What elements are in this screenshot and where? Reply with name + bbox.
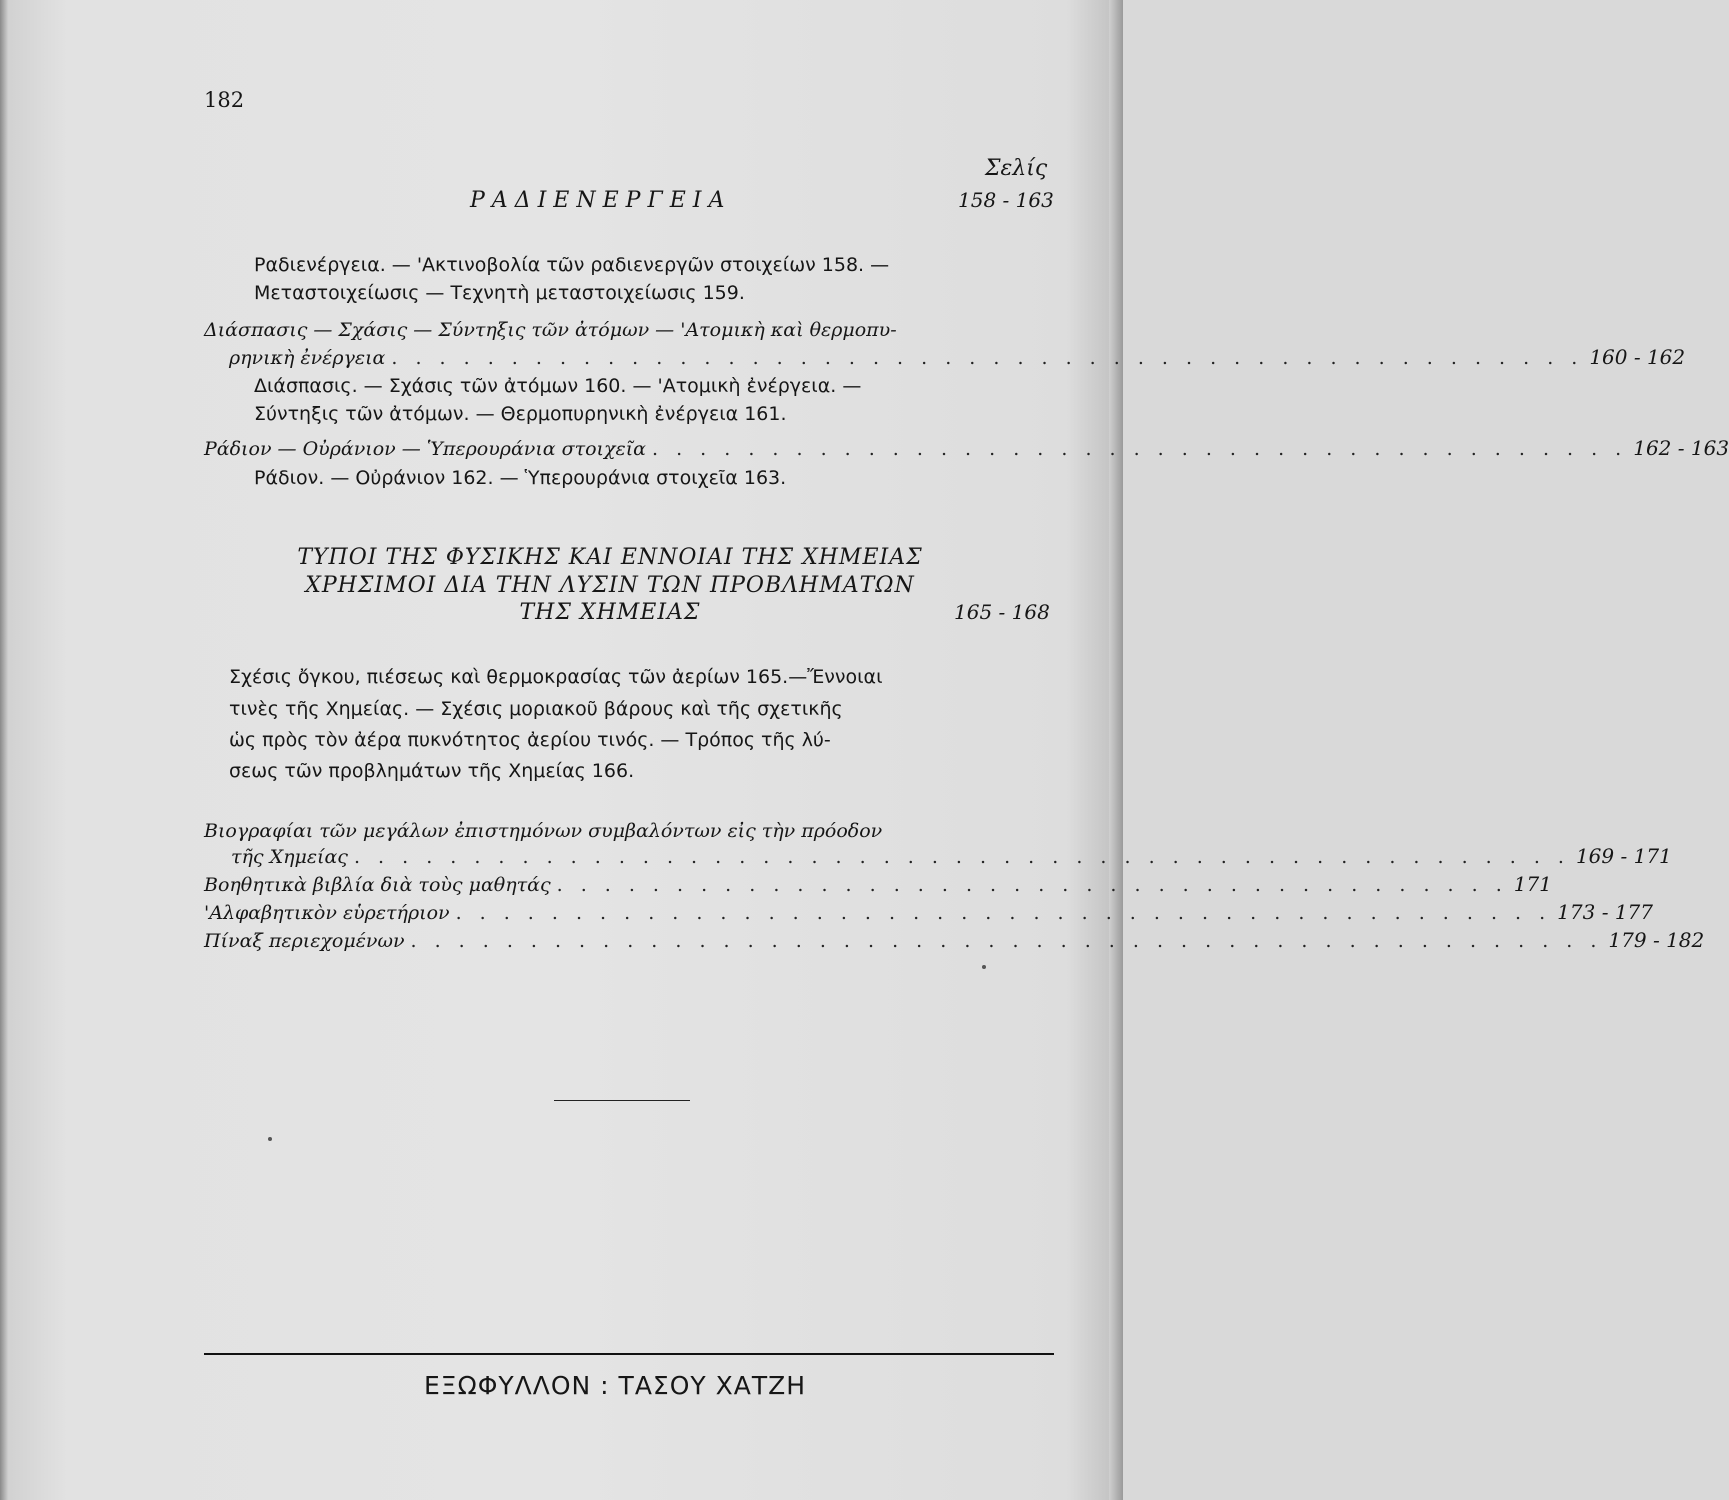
paper-speck — [982, 965, 986, 969]
toc-entry-index — [204, 900, 1653, 924]
section-body-line: Διάσπασις. — Σχάσις τῶν ἀτόμων 160. — 'Ατομικὴ ἐνέργεια. — — [254, 375, 862, 397]
dot-leader: . . . . . . . . . . . . . . . . . . . . . . . . . . . . . . . . . . . . . . . . . — [652, 438, 1628, 460]
toc-entry-label: τῆς Χημείας — [231, 846, 348, 868]
page-left-edge — [0, 0, 8, 1500]
page-number: 182 — [204, 88, 245, 112]
section-body-line: Μεταστοιχείωσις — Τεχνητὴ μεταστοιχείωσις 159. — [254, 282, 745, 304]
toc-entry-label: Ράδιον — Οὐράνιον — Ὑπερουράνια στοιχεῖα — [204, 438, 647, 460]
toc-entry-contents — [204, 928, 1705, 952]
subsection-title-fission: Διάσπασις — Σχάσις — Σύντηξις τῶν ἀτόμων — 'Ατομικὴ καὶ θερμοπυ- — [204, 319, 897, 341]
toc-entry-pages: 171 — [1513, 872, 1552, 896]
toc-entry-pages: 160 - 162 — [1589, 345, 1686, 369]
dot-leader: . . . . . . . . . . . . . . . . . . . . . . . . . . . . . . . . . . . . . . . . . . . . . . — [455, 902, 1552, 924]
toc-entry-biographies — [231, 844, 1672, 868]
section-body-line: Ράδιον. — Οὐράνιον 162. — Ὑπερουράνια στοιχεῖα 163. — [254, 467, 787, 489]
toc-entry-label: ρηνικὴ ἐνέργεια — [229, 347, 386, 369]
toc-entry-biographies-label: Βιογραφίαι τῶν μεγάλων ἐπιστημόνων συμβαλόντων εἰς τὴν πρόοδον — [204, 820, 883, 842]
footer-rule — [204, 1353, 1054, 1355]
pages-column-header: Σελίς — [985, 156, 1048, 181]
toc-entry-pages: 179 - 182 — [1608, 928, 1705, 952]
toc-entry-label: Βοηθητικὰ βιβλία διὰ τοὺς μαθητάς — [204, 874, 551, 896]
section-body-line: Σχέσις ὄγκου, πιέσεως καὶ θερμοκρασίας τῶν ἀερίων 165.—Ἔννοιαι — [229, 666, 883, 688]
section-range-formulas: 165 - 168 — [954, 600, 1050, 624]
toc-entry-fission — [229, 345, 1686, 369]
section-title-formulas: ΧΡΗΣΙΜΟΙ ΔΙΑ ΤΗΝ ΛΥΣΙΝ ΤΩΝ ΠΡΟΒΛΗΜΑΤΩΝ — [305, 573, 915, 598]
section-body-line: Ραδιενέργεια. — 'Ακτινοβολία τῶν ραδιενεργῶν στοιχείων 158. — — [254, 254, 890, 276]
toc-entry-pages: 173 - 177 — [1557, 900, 1653, 924]
section-title-formulas: ΤΥΠΟΙ ΤΗΣ ΦΥΣΙΚΗΣ ΚΑΙ ΕΝΝΟΙΑΙ ΤΗΣ ΧΗΜΕΙΑΣ — [297, 545, 923, 570]
toc-entry-pages: 169 - 171 — [1575, 844, 1672, 868]
page-right-edge — [1109, 0, 1123, 1500]
section-body-line: Σύντηξις τῶν ἀτόμων. — Θερμοπυρηνικὴ ἐνέργεια 161. — [254, 403, 787, 425]
toc-entry-label: Πίναξ περιεχομένων — [204, 930, 405, 952]
cover-credit: ΕΞΩΦΥΛΛΟΝ : ΤΑΣΟΥ ΧΑΤΖΗ — [424, 1371, 807, 1400]
section-title-radioactivity: ΡΑΔΙΕΝΕΡΓΕΙΑ — [470, 188, 732, 213]
paper-speck — [268, 1137, 272, 1141]
dot-leader: . . . . . . . . . . . . . . . . . . . . . . . . . . . . . . . . . . . . . . . . . . . . . . . . . . . — [353, 846, 1570, 868]
toc-entry-pages: 162 - 163 — [1633, 436, 1729, 460]
dot-leader: . . . . . . . . . . . . . . . . . . . . . . . . . . . . . . . . . . . . . . . . . . . . . . . . . . — [410, 930, 1603, 952]
toc-entry-label: 'Αλφαβητικὸν εὑρετήριον — [204, 902, 450, 924]
dot-leader: . . . . . . . . . . . . . . . . . . . . . . . . . . . . . . . . . . . . . . . . — [556, 874, 1508, 896]
section-body-line: ὡς πρὸς τὸν ἀέρα πυκνότητος ἀερίου τινός. — Τρόπος τῆς λύ- — [229, 729, 831, 751]
section-body-line: σεως τῶν προβλημάτων τῆς Χημείας 166. — [229, 760, 635, 782]
dot-leader: . . . . . . . . . . . . . . . . . . . . . . . . . . . . . . . . . . . . . . . . . . . . . . . . . . — [391, 347, 1584, 369]
toc-entry-books — [204, 872, 1552, 896]
section-body-line: τινὲς τῆς Χημείας. — Σχέσις μοριακοῦ βάρους καὶ τῆς σχετικῆς — [229, 698, 843, 720]
section-range-radioactivity: 158 - 163 — [958, 188, 1054, 212]
toc-entry-radium — [204, 436, 1729, 460]
section-title-formulas: ΤΗΣ ΧΗΜΕΙΑΣ — [519, 600, 701, 625]
section-divider — [554, 1100, 690, 1101]
